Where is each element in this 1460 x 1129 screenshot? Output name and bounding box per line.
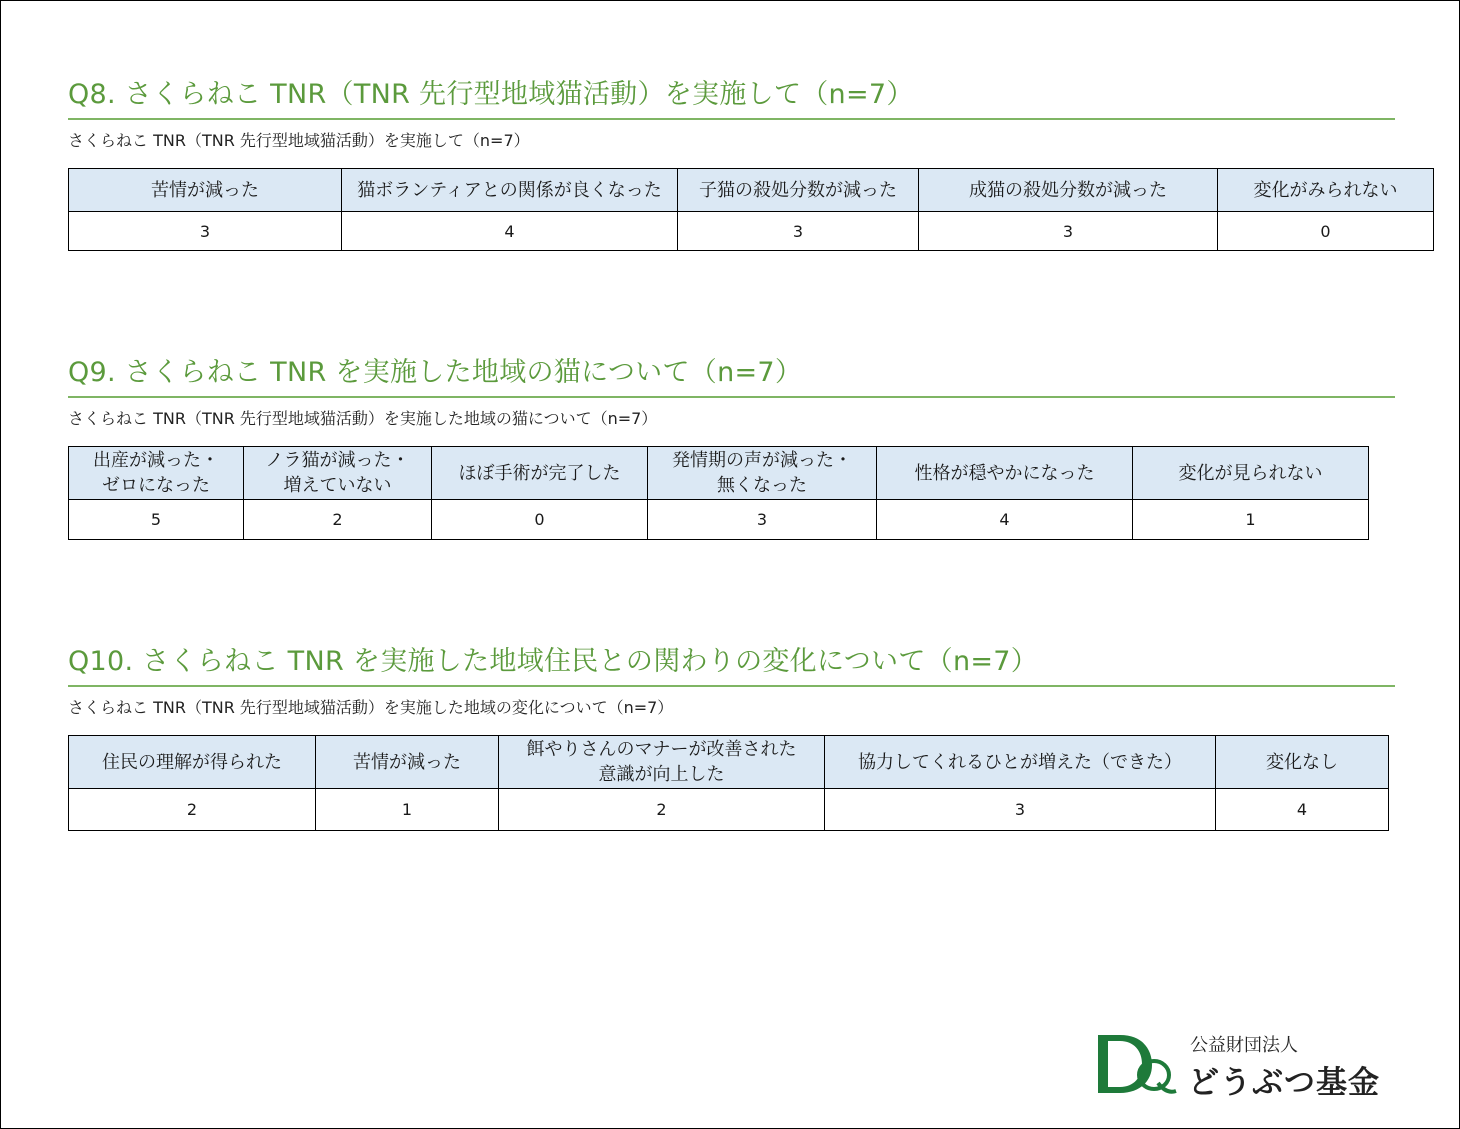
- q10-value-cell: 2: [499, 789, 825, 831]
- q9-header-cell: 変化が見られない: [1133, 447, 1369, 500]
- q10-header-cell: 住民の理解が得られた: [69, 736, 316, 789]
- q8-value-cell: 3: [69, 212, 342, 251]
- section-q9: [68, 356, 1323, 529]
- q8-header-cell: 変化がみられない: [1218, 169, 1434, 212]
- q10-table: [68, 735, 1389, 831]
- q9-caption: さくらねこ TNR（TNR 先行型地域猫活動）を実施した地域の猫について（n=7）: [68, 409, 658, 428]
- logo-name: どうぶつ基金: [1188, 1065, 1380, 1101]
- q9-value-cell: 5: [69, 500, 244, 540]
- q10-header-cell: 苦情が減った: [316, 736, 499, 789]
- q9-value-cell: 4: [877, 500, 1133, 540]
- q8-value-cell: 0: [1218, 212, 1434, 251]
- q9-value-cell: 3: [648, 500, 877, 540]
- q8-heading: Q8. さくらねこ TNR（TNR 先行型地域猫活動）を実施して（n=7）: [68, 79, 914, 110]
- q8-header-cell: 苦情が減った: [69, 169, 342, 212]
- q8-header-cell: 猫ボランティアとの関係が良くなった: [342, 169, 678, 212]
- q8-value-cell: 3: [678, 212, 919, 251]
- foundation-logo: [1094, 1027, 1394, 1101]
- q10-header-cell: 変化なし: [1216, 736, 1389, 789]
- q10-value-cell: 4: [1216, 789, 1389, 831]
- q8-value-cell: 4: [342, 212, 678, 251]
- q10-header-cell: 餌やりさんのマナーが改善された 意識が向上した: [499, 736, 825, 789]
- q9-divider: [68, 396, 1395, 398]
- q8-header-cell: 成猫の殺処分数が減った: [919, 169, 1218, 212]
- q10-value-cell: 3: [825, 789, 1216, 831]
- logo-subtitle: 公益財団法人: [1190, 1035, 1298, 1056]
- q10-caption: さくらねこ TNR（TNR 先行型地域猫活動）を実施した地域の変化について（n=7）: [68, 698, 674, 717]
- q9-heading: Q9. さくらねこ TNR を実施した地域の猫について（n=7）: [68, 357, 803, 388]
- dq-logo-mark-icon: [1094, 1031, 1178, 1097]
- q9-header-cell: 発情期の声が減った・ 無くなった: [648, 447, 877, 500]
- q9-header-cell: 出産が減った・ ゼロになった: [69, 447, 244, 500]
- q8-value-cell: 3: [919, 212, 1218, 251]
- q8-caption: さくらねこ TNR（TNR 先行型地域猫活動）を実施して（n=7）: [68, 131, 530, 150]
- q9-header-cell: ほぼ手術が完了した: [432, 447, 648, 500]
- section-q8: [68, 78, 1398, 241]
- q9-value-cell: 2: [244, 500, 432, 540]
- q9-value-cell: 1: [1133, 500, 1369, 540]
- q9-header-cell: ノラ猫が減った・ 増えていない: [244, 447, 432, 500]
- q10-value-cell: 2: [69, 789, 316, 831]
- q9-header-cell: 性格が穏やかになった: [877, 447, 1133, 500]
- q10-value-cell: 1: [316, 789, 499, 831]
- q9-value-cell: 0: [432, 500, 648, 540]
- q9-table: [68, 446, 1369, 540]
- q8-table: [68, 168, 1434, 251]
- q10-heading: Q10. さくらねこ TNR を実施した地域住民との関わりの変化について（n=7）: [68, 646, 1039, 677]
- q10-divider: [68, 685, 1395, 687]
- q8-divider: [68, 118, 1395, 120]
- q8-header-cell: 子猫の殺処分数が減った: [678, 169, 919, 212]
- section-q10: [68, 645, 1338, 819]
- q10-header-cell: 協力してくれるひとが増えた（できた）: [825, 736, 1216, 789]
